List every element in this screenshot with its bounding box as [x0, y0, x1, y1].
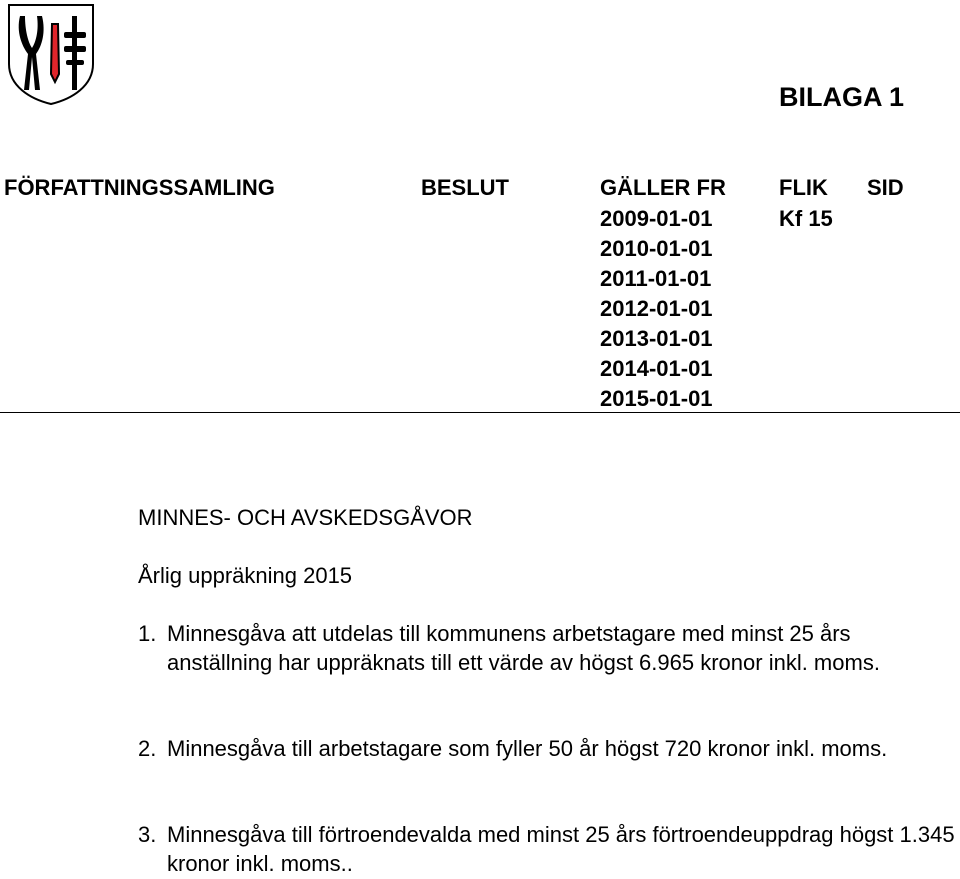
header-decision-label: BESLUT: [421, 175, 509, 200]
valid-from-date: 2012-01-01: [600, 296, 713, 321]
list-item: [138, 820, 958, 878]
annex-title: BILAGA 1: [779, 82, 905, 112]
document-title: MINNES- OCH AVSKEDSGÅVOR: [138, 505, 473, 530]
list-item-text: Minnesgåva att utdelas till kommunens arbetstagare med minst 25 års anställning har uppräknats till ett värde av högst 6.965 kronor inkl. moms.: [167, 621, 880, 675]
valid-from-date: 2010-01-01: [600, 236, 713, 261]
list-item-number: 2.: [138, 736, 157, 761]
valid-from-dates: [600, 204, 713, 414]
header-divider: [0, 412, 960, 413]
header-collection-label: FÖRFATTNINGSSAMLING: [4, 175, 275, 200]
tab-value: Kf 15: [779, 206, 833, 231]
document-subtitle: Årlig uppräkning 2015: [138, 563, 353, 588]
list-item-number: 3.: [138, 822, 157, 847]
header-valid-from-label: GÄLLER FR: [600, 175, 726, 200]
valid-from-date: 2014-01-01: [600, 356, 713, 381]
valid-from-date: 2011-01-01: [600, 266, 712, 291]
list-item: [138, 619, 958, 677]
list-item-text: Minnesgåva till förtroendevalda med minst 25 års förtroendeuppdrag högst 1.345 kronor inkl. moms..: [167, 822, 955, 876]
coat-of-arms-icon: [6, 2, 96, 106]
valid-from-date: 2013-01-01: [600, 326, 713, 351]
list-item-number: 1.: [138, 621, 157, 646]
list-item: [138, 734, 958, 763]
valid-from-date: 2015-01-01: [600, 386, 713, 411]
valid-from-date: 2009-01-01: [600, 206, 713, 231]
header-tab-label: FLIK: [779, 175, 828, 200]
header-page-label: SID: [867, 175, 904, 200]
list-item-text: Minnesgåva till arbetstagare som fyller 50 år högst 720 kronor inkl. moms.: [167, 736, 888, 761]
